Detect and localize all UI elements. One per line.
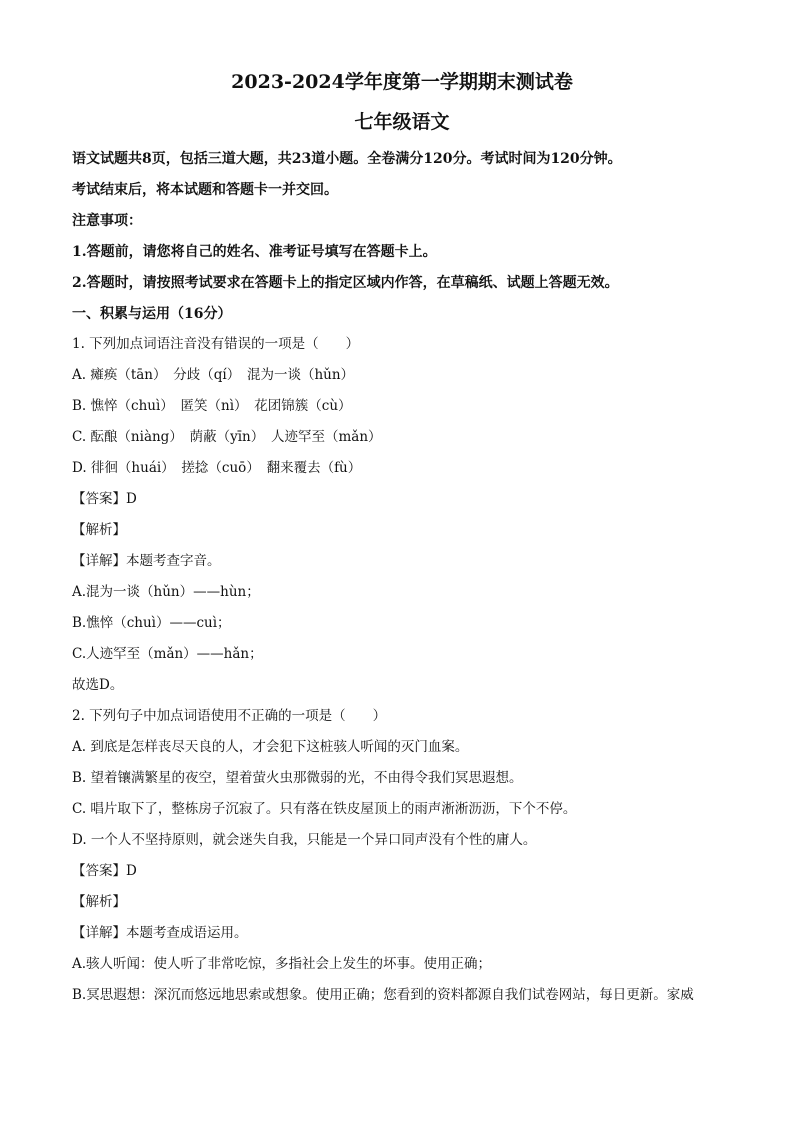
exam-title: 2023-2024学年度第一学期期末测试卷	[231, 71, 573, 93]
option-b: B. 望着镶满繁星的夜空，望着萤火虫那微弱的光，不由得令我们冥思遐想。	[72, 769, 523, 786]
question-stem: 1. 下列加点词语注音没有错误的一项是（ ）	[72, 335, 360, 352]
option-a: A. 瘫痪（tān） 分歧（qí） 混为一谈（hǔn）	[72, 366, 355, 383]
intro-line-1: 语文试题共8页，包括三道大题，共23道小题。全卷满分120分。考试时间为120分钟。	[72, 150, 622, 167]
option-c: C. 唱片取下了，整栋房子沉寂了。只有落在铁皮屋顶上的雨声淅淅沥沥，下个不停。	[72, 800, 577, 817]
exam-page	[72, 68, 732, 1010]
analysis-note-3: C.人迹罕至（mǎn）——hǎn；	[72, 645, 263, 662]
exam-subtitle: 七年级语文	[354, 111, 450, 133]
option-d: D. 徘徊（huái） 搓捻（cuō） 翻来覆去（fù）	[72, 459, 362, 476]
option-a: A. 到底是怎样丧尽天良的人，才会犯下这桩骇人听闻的灭门血案。	[72, 738, 469, 755]
option-d: D. 一个人不坚持原则，就会迷失自我，只能是一个异口同声没有个性的庸人。	[72, 831, 537, 848]
analysis-note-1: A.骇人听闻：使人听了非常吃惊，多指社会上发生的坏事。使用正确；	[72, 955, 492, 972]
analysis-label: 【解析】	[72, 893, 126, 910]
notice-item-1: 1.答题前，请您将自己的姓名、准考证号填写在答题卡上。	[72, 243, 437, 260]
analysis-label: 【解析】	[72, 521, 126, 538]
section-heading: 一、积累与运用（16分）	[72, 305, 232, 322]
question-2	[72, 700, 732, 1010]
detail-label: 【详解】本题考查字音。	[72, 552, 221, 569]
notice-item-2: 2.答题时，请按照考试要求在答题卡上的指定区域内作答，在草稿纸、试题上答题无效。	[72, 274, 619, 291]
option-b: B. 憔悴（chuì） 匿笑（nì） 花团锦簇（cù）	[72, 397, 352, 414]
conclusion: 故选D。	[72, 676, 124, 693]
analysis-note-1: A.混为一谈（hǔn）——hùn；	[72, 583, 260, 600]
intro-line-2: 考试结束后，将本试题和答题卡一并交回。	[72, 181, 338, 198]
answer-label: 【答案】D	[72, 862, 137, 879]
intro-block	[72, 142, 732, 328]
analysis-note-2: B.憔悴（chuì）——cuì；	[72, 614, 231, 631]
answer-label: 【答案】D	[72, 490, 137, 507]
notice-heading: 注意事项：	[72, 212, 142, 229]
option-c: C. 酝酿（niàng） 荫蔽（yīn） 人迹罕至（mǎn）	[72, 428, 382, 445]
question-stem: 2. 下列句子中加点词语使用不正确的一项是（ ）	[72, 707, 387, 724]
question-1	[72, 328, 732, 700]
detail-label: 【详解】本题考查成语运用。	[72, 924, 248, 941]
analysis-note-2: B.冥思遐想：深沉而悠远地思索或想象。使用正确；您看到的资料都源自我们试卷网站，每日更新。家威	[72, 986, 694, 1003]
